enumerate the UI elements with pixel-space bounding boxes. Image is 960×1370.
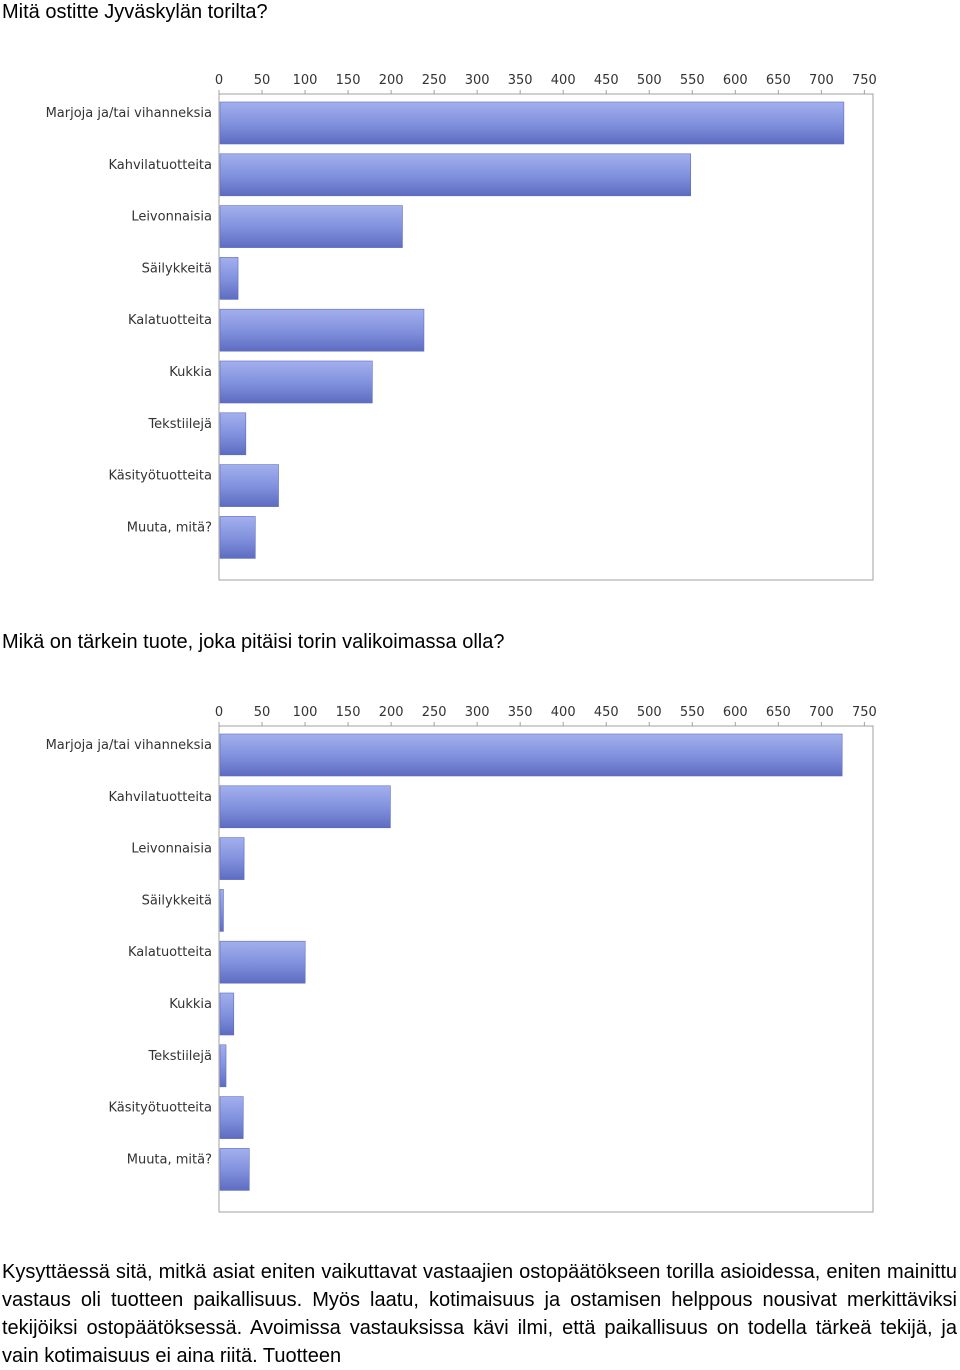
x-tick-label: 250 [421,73,447,88]
x-tick-label: 0 [214,705,224,720]
category-label: Leivonnaisia [131,209,212,225]
x-tick-label: 200 [378,73,404,88]
bar-7 [220,1045,226,1087]
x-tick-label: 550 [679,705,705,720]
category-label: Käsityötuotteita [108,468,212,484]
category-label: Marjoja ja/tai vihanneksia [45,738,212,753]
category-label: Kukkia [169,365,212,380]
x-tick-label: 150 [335,705,361,720]
bar-chart-purchases [0,62,960,602]
x-tick-label: 600 [722,705,748,720]
category-label: Säilykkeitä [141,893,212,909]
chart-1-svg [0,62,960,602]
category-label: Kahvilatuotteita [108,157,212,173]
category-label: Kalatuotteita [128,313,212,329]
bar-4 [220,257,238,299]
chart-1-title: Mitä ostitte Jyväskylän torilta? [2,1,268,23]
category-label: Käsityötuotteita [108,1100,212,1116]
x-tick-label: 400 [550,705,576,720]
bar-chart-most-important [0,694,960,1234]
x-tick-label: 650 [765,705,791,720]
x-tick-label: 300 [464,73,490,88]
category-label: Kalatuotteita [128,945,212,961]
bar-1 [220,734,842,776]
bar-6 [220,361,372,403]
x-tick-label: 750 [851,705,877,720]
bar-8 [220,465,279,507]
category-label: Muuta, mitä? [126,520,212,536]
chart-2-title: Mikä on tärkein tuote, joka pitäisi torin valikoimassa olla? [2,631,505,653]
bar-1 [220,102,844,144]
x-tick-label: 550 [679,73,705,88]
category-label: Tekstiilejä [148,1048,212,1064]
x-tick-label: 400 [550,73,576,88]
category-label: Muuta, mitä? [126,1152,212,1168]
x-tick-label: 350 [507,73,533,88]
category-label: Säilykkeitä [141,261,212,277]
x-tick-label: 100 [292,705,318,720]
category-label: Leivonnaisia [131,841,212,857]
category-label: Tekstiilejä [148,416,212,432]
bar-3 [220,838,244,880]
x-tick-label: 500 [636,73,662,88]
category-label: Marjoja ja/tai vihanneksia [45,106,212,121]
x-tick-label: 600 [722,73,748,88]
x-tick-label: 350 [507,705,533,720]
x-tick-label: 50 [253,705,271,720]
x-tick-label: 200 [378,705,404,720]
x-tick-label: 50 [253,73,271,88]
chart-2-svg [0,694,960,1234]
bar-8 [220,1097,243,1139]
bar-5 [220,309,424,351]
x-tick-label: 250 [421,705,447,720]
x-tick-label: 300 [464,705,490,720]
bar-2 [220,154,691,196]
bar-2 [220,786,390,828]
x-tick-label: 700 [808,73,834,88]
category-label: Kahvilatuotteita [108,789,212,805]
x-tick-label: 450 [593,73,619,88]
x-tick-label: 750 [851,73,877,88]
x-tick-label: 150 [335,73,361,88]
x-tick-label: 100 [292,73,318,88]
category-label: Kukkia [169,997,212,1012]
x-tick-label: 450 [593,705,619,720]
bar-5 [220,941,305,983]
bar-6 [220,993,234,1035]
bar-7 [220,413,246,455]
bar-9 [220,516,255,558]
x-tick-label: 500 [636,705,662,720]
bar-9 [220,1148,249,1190]
x-tick-label: 700 [808,705,834,720]
bar-3 [220,206,402,248]
x-tick-label: 650 [765,73,791,88]
bar-4 [220,889,223,931]
body-paragraph: Kysyttäessä sitä, mitkä asiat eniten vaikuttavat vastaajien ostopäätökseen torilla asioidessa, eniten mainittu vastaus oli tuotteen paikallisuus. Myös laatu, kotimaisuus ja ostamisen helppous nousivat merkittäviksi tekijöiksi ostopäätöksessä. Avoimissa vastauksissa kävi ilmi, että paikallisuus on todella tärkeä tekijä, ja vain kotimaisuus ei aina riitä. Tuotteen [2,1261,957,1367]
x-tick-label: 0 [214,73,224,88]
